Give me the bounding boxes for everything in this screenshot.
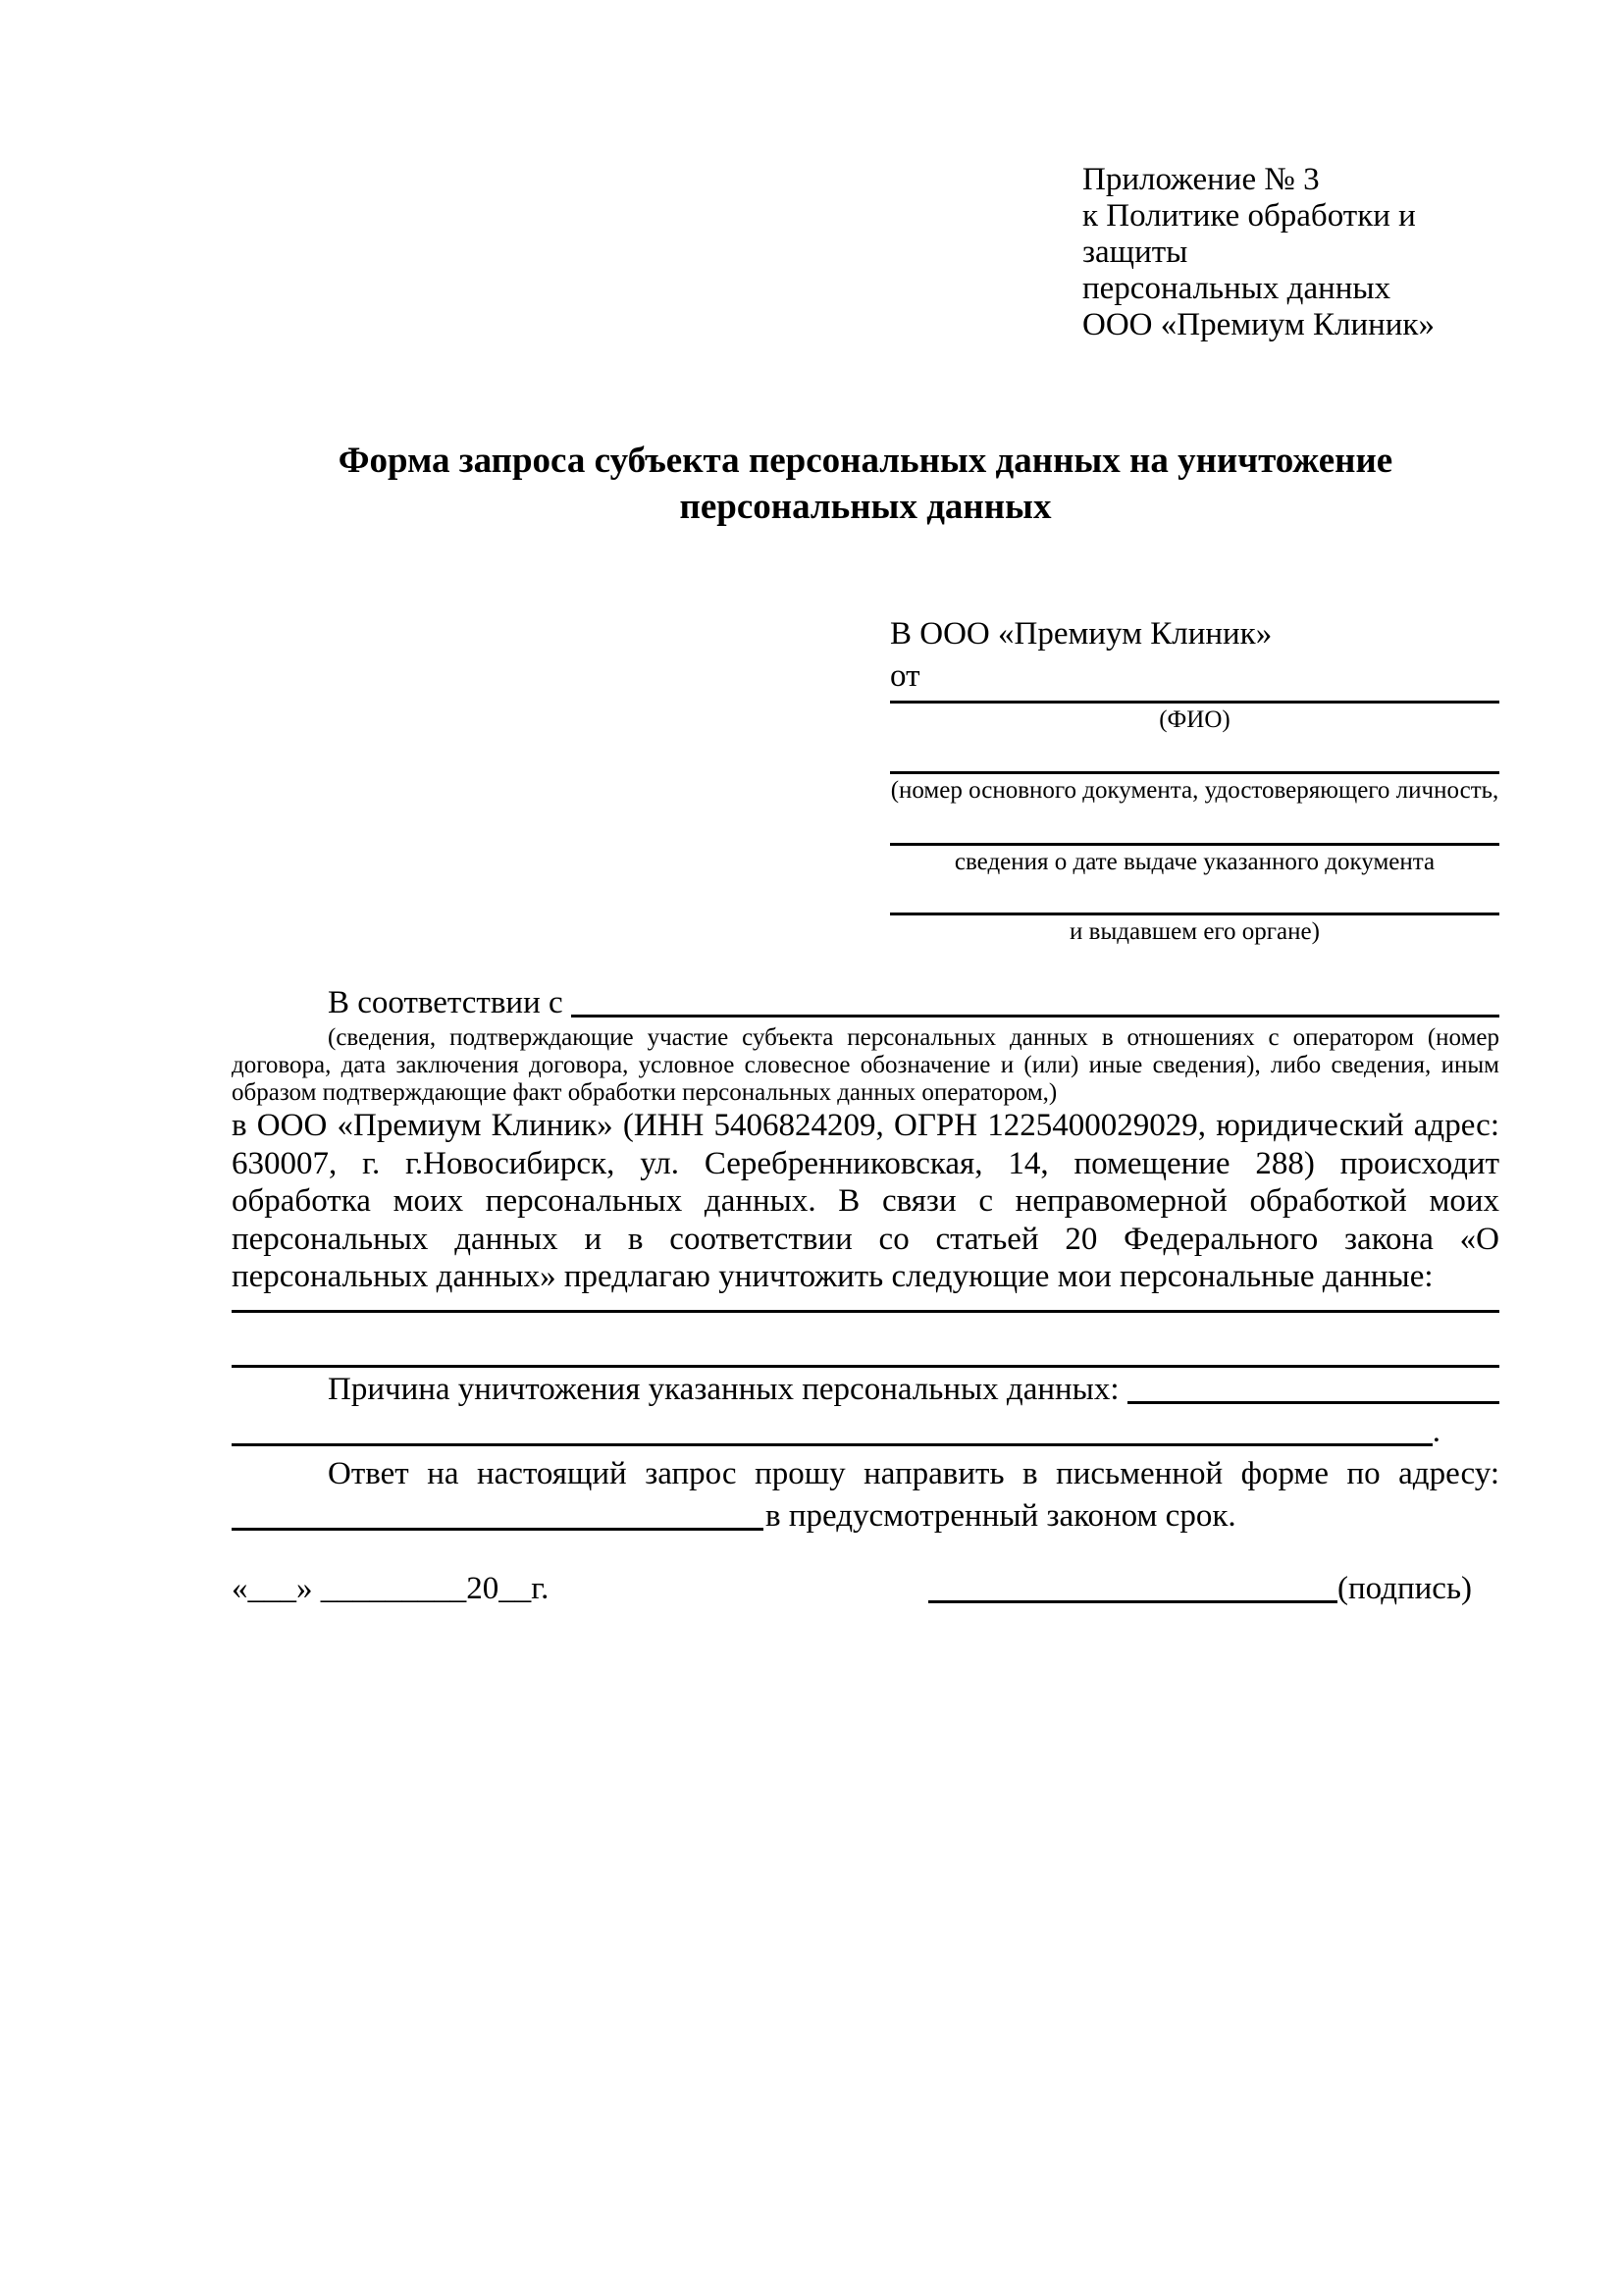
fio-caption: (ФИО) bbox=[1159, 706, 1230, 733]
paragraph-indent bbox=[232, 1368, 328, 1411]
doc-number-blank-line bbox=[890, 771, 1499, 774]
doc-issuer-blank-line bbox=[890, 913, 1499, 915]
appendix-line: ООО «Премиум Клиник» bbox=[1082, 307, 1435, 342]
reason-blank-line bbox=[1127, 1401, 1499, 1404]
fio-blank-line bbox=[890, 701, 1499, 704]
signature-caption: (подпись) bbox=[1337, 1570, 1472, 1606]
reason-label: Причина уничтожения указанных персональных данных: bbox=[328, 1371, 1120, 1407]
paragraph-indent bbox=[232, 981, 328, 1024]
signature-group bbox=[928, 1567, 1472, 1610]
addressee-to: В ООО «Премиум Клиник» bbox=[890, 616, 1273, 652]
doc-date-blank-line bbox=[890, 843, 1499, 846]
addressee-block bbox=[890, 613, 1499, 946]
doc-date-caption: сведения о дате выдаче указанного документа bbox=[954, 849, 1436, 875]
body-paragraph: в ООО «Премиум Клиник» (ИНН 5406824209, ОГРН 1225400029029, юридический адрес: 630007, г. г.Новосибирск, ул. Серебренниковская, 14, помещение 288) происходит обработка моих персональных данных. В связи с неправомерной обработкой моих персональных данных и в соответствии со статьей 20 Федерального закона «О персональных данных» предлагаю уничтожить следующие мои персональные данные: bbox=[232, 1108, 1499, 1294]
addressee-from-label: от bbox=[890, 658, 920, 694]
address-blank-line bbox=[232, 1528, 763, 1531]
period-text: . bbox=[1432, 1413, 1440, 1449]
answer-address-row bbox=[232, 1495, 1499, 1538]
appendix-line: к Политике обработки и защиты bbox=[1082, 198, 1416, 270]
doc-issuer-caption: и выдавшем его органе) bbox=[1070, 918, 1320, 945]
accordance-row bbox=[232, 981, 1499, 1024]
reason-blank-line-2 bbox=[232, 1443, 1433, 1446]
appendix-block bbox=[1082, 162, 1499, 343]
accordance-blank-line bbox=[571, 1015, 1499, 1018]
appendix-line: персональных данных bbox=[1082, 271, 1391, 306]
answer-paragraph: Ответ на настоящий запрос прошу направить в письменной форме по адресу: bbox=[328, 1455, 1499, 1491]
signature-blank-line bbox=[928, 1600, 1337, 1603]
appendix-line: Приложение № 3 bbox=[1082, 162, 1320, 197]
accordance-lead: В соответствии с bbox=[328, 985, 563, 1020]
document-title: Форма запроса субъекта персональных данных на уничтожение персональных данных bbox=[338, 441, 1393, 527]
personal-data-blank-line-1 bbox=[232, 1310, 1499, 1313]
reason-row bbox=[232, 1368, 1499, 1411]
accordance-note: (сведения, подтверждающие участие субъекта персональных данных в отношениях с оператором (номер договора, дата заключения договора, условное словесное обозначение и (или) иные сведения), либо сведения, иным образом подтверждающие факт обработки персональных данных оператором,) bbox=[232, 1024, 1499, 1106]
footer-row bbox=[232, 1567, 1472, 1610]
answer-tail: в предусмотренный законом срок. bbox=[765, 1497, 1236, 1534]
doc-number-caption: (номер основного документа, удостоверяющего личность, bbox=[890, 777, 1499, 804]
date-blank-text: «___» _________20__г. bbox=[232, 1570, 550, 1606]
reason-continuation-row bbox=[232, 1411, 1440, 1453]
